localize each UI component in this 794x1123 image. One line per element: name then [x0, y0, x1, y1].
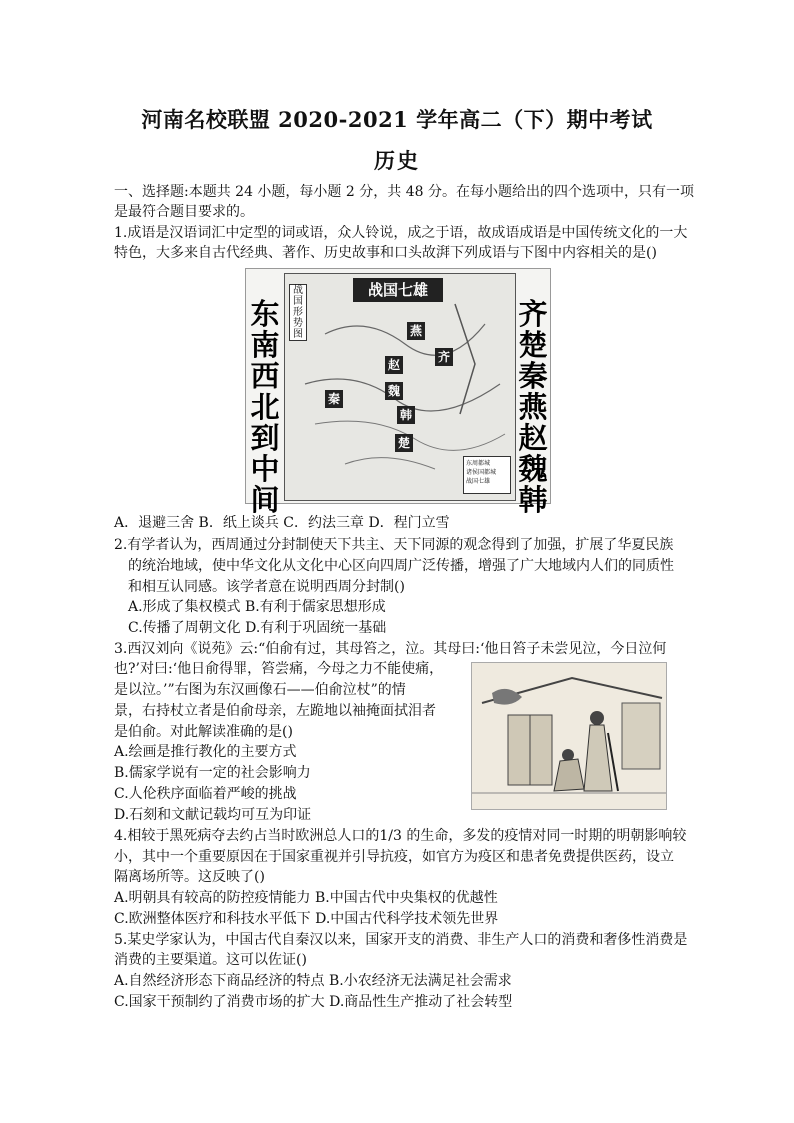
section-instructions: 一、选择题:本题共 24 小题，每小题 2 分，共 48 分。在每小题给出的四个选项中，只有一项	[114, 184, 694, 200]
question-4-stem-cont: 小，其中一个重要原因在于国家重视并引导抗疫，如官方为疫区和患者免费提供医药，设立	[114, 849, 674, 865]
question-2-options-ab: A.形成了集权模式 B.有利于儒家思想形成	[128, 599, 386, 615]
question-3-option-b: B.儒家学说有一定的社会影响力	[114, 765, 311, 781]
boyu-painting	[471, 662, 667, 810]
warring-states-map	[245, 268, 551, 517]
question-4-options-cd: C.欧洲整体医疗和科技水平低下 D.中国古代科学技术领先世界	[114, 911, 499, 927]
section-instructions-cont: 是最符合题目要求的。	[114, 204, 254, 220]
question-4-options-ab: A.明朝具有较高的防控疫情能力 B.中国古代中央集权的优越性	[114, 890, 498, 906]
map-area	[284, 273, 516, 501]
map-left-text: 东 南 西 北 到 中 间	[250, 297, 280, 517]
map-legend: 东周都城 诸侯国都城 战国七雄	[463, 456, 511, 494]
question-1-options: A．退避三舍 B．纸上谈兵 C．约法三章 D．程门立雪	[114, 515, 450, 531]
question-3-stem-cont4: 是伯俞。对此解读准确的是()	[114, 724, 293, 740]
question-2-options-cd: C.传播了周朝文化 D.有利于巩固统一基础	[128, 620, 387, 636]
question-3-option-c: C.人伦秩序面临着严峻的挑战	[114, 786, 297, 802]
question-5-options-cd: C.国家干预制约了消费市场的扩大 D.商品性生产推动了社会转型	[114, 994, 513, 1010]
state-wei: 魏	[385, 382, 403, 400]
question-4-stem: 4.相较于黑死病夺去约占当时欧洲总人口的1/3 的生命，多发的疫情对同一时期的明朝影响较	[114, 828, 687, 844]
state-qin: 秦	[325, 390, 343, 408]
question-3-stem-cont3: 景，右持杖立者是伯俞母亲，左跪地以袖掩面拭泪者	[114, 703, 436, 719]
exam-title: 河南名校联盟 2020-2021 学年高二（下）期中考试	[141, 107, 653, 132]
question-4-stem-cont2: 隔离场所等。这反映了()	[114, 869, 265, 885]
question-3-stem-cont2: 是以泣。’”右图为东汉画像石——伯俞泣杖”的情	[114, 682, 406, 698]
question-5-stem: 5.某史学家认为，中国古代自秦汉以来，国家开支的消费、非生产人口的消费和奢侈性消费是	[114, 932, 688, 948]
painting-illustration	[472, 663, 666, 809]
question-2-stem: 2.有学者认为，西周通过分封制使天下共主、天下同源的观念得到了加强，扩展了华夏民族	[114, 537, 674, 553]
state-qi: 齐	[435, 348, 453, 366]
question-3-stem: 3.西汉刘向《说苑》云:“伯俞有过，其母笞之，泣。其母曰:‘他日笞子未尝见泣，今日泣何	[114, 641, 667, 657]
state-zhao: 赵	[385, 356, 403, 374]
question-3-stem-cont: 也?’对曰:‘他日俞得罪，笞尝痛，今母之力不能使痛，	[114, 661, 444, 677]
question-1-stem-cont: 特色，大多来自古代经典、著作、历史故事和口头故湃下列成语与下图中内容相关的是()	[114, 245, 657, 261]
state-chu: 楚	[395, 434, 413, 452]
question-2-stem-cont: 的统治地域，使中华文化从文化中心区向四周广泛传播，增强了广大地域内人们的同质性	[128, 558, 674, 574]
question-3-option-a: A.绘画是推行教化的主要方式	[114, 744, 297, 760]
question-3-option-d: D.石刻和文献记载均可互为印证	[114, 807, 312, 823]
state-han: 韩	[397, 406, 415, 424]
map-title: 战国七雄	[353, 278, 443, 302]
map-right-text: 齐 楚 秦 燕 赵 魏 韩	[518, 297, 548, 517]
state-yan: 燕	[407, 322, 425, 340]
question-5-stem-cont: 消费的主要渠道。这可以佐证()	[114, 952, 307, 968]
exam-subject: 历史	[374, 148, 420, 173]
question-5-options-ab: A.自然经济形态下商品经济的特点 B.小农经济无法满足社会需求	[114, 973, 512, 989]
question-1-stem: 1.成语是汉语词汇中定型的词或语，众人铃说，成之于语，故成语成语是中国传统文化的一大	[114, 225, 688, 241]
question-2-stem-cont2: 和相互认同感。该学者意在说明西周分封制()	[128, 579, 405, 595]
map-vertical-label: 战国形势图	[289, 284, 307, 341]
